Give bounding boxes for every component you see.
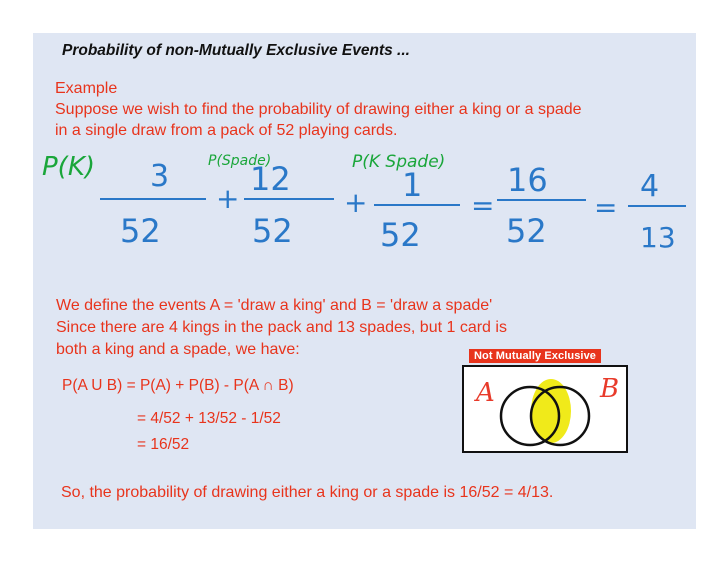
venn-label-a: A [476, 378, 495, 408]
label-pkspade: P(K Spade) [352, 152, 446, 172]
fraction-5-numerator: 4 [640, 169, 660, 204]
conclusion-text: So, the probability of drawing either a king or a spade is 16/52 = 4/13. [61, 484, 554, 501]
formula-step-1: = 4/52 + 13/52 - 1/52 [137, 410, 281, 427]
fraction-4-numerator: 16 [507, 161, 548, 199]
not-mutually-exclusive-badge: Not Mutually Exclusive [469, 349, 601, 363]
fraction-3-denominator: 52 [380, 216, 421, 254]
label-pspade: P(Spade) [208, 153, 272, 169]
example-heading: Example [55, 80, 118, 97]
definitions-line-1: We define the events A = 'draw a king' and B = 'draw a spade' [56, 297, 493, 314]
equals-2: = [594, 191, 618, 224]
venn-label-b: B [600, 374, 620, 404]
slide-title: Probability of non-Mutually Exclusive Events ... [62, 42, 410, 59]
fraction-5-denominator: 13 [640, 221, 676, 254]
equals-1: = [471, 189, 495, 222]
venn-diagram [462, 365, 628, 453]
fraction-3-numerator: 1 [402, 166, 423, 204]
label-pk: P(K) [42, 152, 96, 182]
fraction-2-numerator: 12 [250, 160, 291, 198]
example-line-2: in a single draw from a pack of 52 playing cards. [55, 122, 398, 139]
fraction-1-numerator: 3 [150, 159, 170, 194]
plus-1: + [216, 182, 240, 215]
plus-2: + [344, 186, 368, 219]
example-line-1: Suppose we wish to find the probability of drawing either a king or a spade [55, 101, 582, 118]
definitions-line-3: both a king and a spade, we have: [56, 341, 300, 358]
definitions-block [56, 295, 507, 361]
fraction-4-denominator: 52 [506, 212, 547, 250]
fraction-1-denominator: 52 [120, 212, 161, 250]
definitions-line-2: Since there are 4 kings in the pack and 13 spades, but 1 card is [56, 319, 507, 336]
formula-step-2: = 16/52 [137, 436, 190, 453]
venn-diagram-svg [464, 367, 626, 451]
formula-main: P(A U B) = P(A) + P(B) - P(A ∩ B) [62, 377, 294, 394]
fraction-2-denominator: 52 [252, 212, 293, 250]
